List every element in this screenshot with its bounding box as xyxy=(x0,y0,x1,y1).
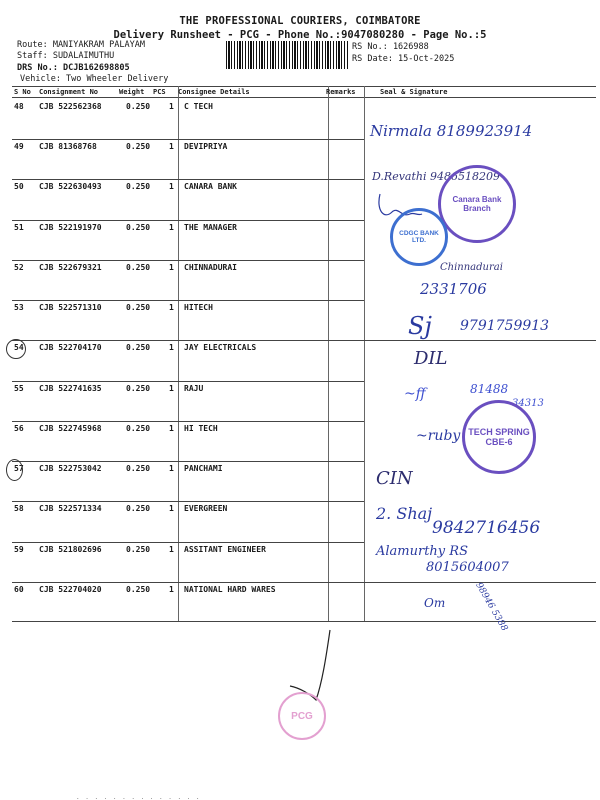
row-weight: 0.250 xyxy=(126,182,151,191)
row-sno: 50 xyxy=(14,182,24,191)
row-pcs: 1 xyxy=(169,182,174,191)
row-weight: 0.250 xyxy=(126,142,151,151)
row-weight: 0.250 xyxy=(126,223,151,232)
row-consignee: THE MANAGER xyxy=(184,223,237,232)
row-sno: 58 xyxy=(14,504,24,513)
handwritten-signature: 9842716456 xyxy=(432,518,541,538)
row-consignee: HITECH xyxy=(184,303,213,312)
table-row xyxy=(12,583,596,623)
runsheet-subtitle: Delivery Runsheet - PCG - Phone No.:9047080280 - Page No.:5 xyxy=(113,29,487,41)
staff-label: Staff: SUDALAIMUTHU xyxy=(17,51,115,61)
row-consignee: CHINNADURAI xyxy=(184,263,237,272)
row-pcs: 1 xyxy=(169,545,174,554)
row-consignment-no: CJB 522571310 xyxy=(39,303,102,312)
handwritten-signature: DIL xyxy=(414,348,448,369)
row-consignee: DEVIPRIYA xyxy=(184,142,228,151)
col-header-consignee: Consignee Details xyxy=(178,88,250,96)
row-pcs: 1 xyxy=(169,102,174,111)
row-pcs: 1 xyxy=(169,223,174,232)
table-row xyxy=(12,261,596,301)
row-sno: 53 xyxy=(14,303,24,312)
runsheet-table xyxy=(12,86,596,622)
row-consignment-no: CJB 522562368 xyxy=(39,102,102,111)
row-pcs: 1 xyxy=(169,263,174,272)
row-weight: 0.250 xyxy=(126,384,151,393)
row-weight: 0.250 xyxy=(126,343,151,352)
handwritten-signature: 81488 xyxy=(470,382,509,396)
row-weight: 0.250 xyxy=(126,585,151,594)
pcg-stamp: PCG xyxy=(278,692,326,740)
hand-circle-mark xyxy=(6,339,26,359)
row-pcs: 1 xyxy=(169,343,174,352)
row-sno: 56 xyxy=(14,424,24,433)
row-consignee: ASSITANT ENGINEER xyxy=(184,545,266,554)
row-consignee: HI TECH xyxy=(184,424,218,433)
handwritten-signature: 8015604007 xyxy=(426,560,509,575)
row-sno: 55 xyxy=(14,384,24,393)
handwritten-signature: CIN xyxy=(376,468,413,489)
row-sno: 57 xyxy=(14,464,24,473)
row-consignment-no: CJB 522630493 xyxy=(39,182,102,191)
col-header-consignment: Consignment No xyxy=(39,88,99,96)
row-pcs: 1 xyxy=(169,585,174,594)
col-header-sno: S No xyxy=(14,88,31,96)
row-sno: 48 xyxy=(14,102,24,111)
handwritten-signature: 9791759913 xyxy=(460,318,550,334)
row-consignee: C TECH xyxy=(184,102,213,111)
courier-title: THE PROFESSIONAL COURIERS, COIMBATORE xyxy=(179,15,421,27)
handwritten-signature: 2331706 xyxy=(420,280,487,298)
hand-circle-mark xyxy=(6,459,23,481)
handwritten-signature: Alamurthy RS xyxy=(376,544,468,559)
row-sno: 59 xyxy=(14,545,24,554)
row-pcs: 1 xyxy=(169,142,174,151)
row-sno: 52 xyxy=(14,263,24,272)
row-sno: 51 xyxy=(14,223,24,232)
route-label: Route: MANIYAKRAM PALAYAM xyxy=(17,40,145,50)
scribble-signature: Om xyxy=(424,596,446,610)
row-weight: 0.250 xyxy=(126,464,151,473)
vehicle-label: Vehicle: Two Wheeler Delivery xyxy=(20,74,169,84)
scribble-signature: ~ff xyxy=(404,386,426,402)
row-pcs: 1 xyxy=(169,384,174,393)
row-weight: 0.250 xyxy=(126,504,151,513)
handwritten-signature: 98946 5388 xyxy=(473,580,510,634)
handwritten-signature: 2. Shaj xyxy=(376,504,433,523)
row-weight: 0.250 xyxy=(126,263,151,272)
col-header-remarks: Remarks xyxy=(326,88,356,96)
handwritten-signature: 34313 xyxy=(512,398,544,409)
row-consignee: NATIONAL HARD WARES xyxy=(184,585,276,594)
scribble-signature: Sj xyxy=(408,312,432,340)
coop-bank-stamp: CDGC BANK LTD. xyxy=(390,208,448,266)
row-consignee: CANARA BANK xyxy=(184,182,237,191)
handwritten-signature: D.Revathi 9486518209 xyxy=(372,170,500,183)
row-consignment-no: CJB 522571334 xyxy=(39,504,102,513)
handwritten-signature: Chinnadurai xyxy=(440,262,503,273)
tech-spring-stamp: TECH SPRING CBE-6 xyxy=(462,400,536,474)
row-pcs: 1 xyxy=(169,504,174,513)
row-consignment-no: CJB 522741635 xyxy=(39,384,102,393)
row-consignee: EVERGREEN xyxy=(184,504,228,513)
row-consignment-no: CJB 522753042 xyxy=(39,464,102,473)
row-weight: 0.250 xyxy=(126,303,151,312)
table-row xyxy=(12,341,596,381)
row-pcs: 1 xyxy=(169,303,174,312)
rs-number: RS No.: 1626988 xyxy=(352,42,429,52)
row-weight: 0.250 xyxy=(126,424,151,433)
table-row xyxy=(12,140,596,180)
row-weight: 0.250 xyxy=(126,102,151,111)
footer-dots: . . . . . . . . . . . . . . xyxy=(76,794,201,800)
rs-date: RS Date: 15-Oct-2025 xyxy=(352,54,455,64)
canara-bank-stamp: Canara Bank Branch xyxy=(438,165,516,243)
row-consignee: JAY ELECTRICALS xyxy=(184,343,257,352)
row-consignment-no: CJB 522704170 xyxy=(39,343,102,352)
row-consignment-no: CJB 522745968 xyxy=(39,424,102,433)
row-weight: 0.250 xyxy=(126,545,151,554)
row-consignment-no: CJB 522704020 xyxy=(39,585,102,594)
row-consignment-no: CJB 522679321 xyxy=(39,263,102,272)
row-consignee: PANCHAMI xyxy=(184,464,223,473)
handwritten-signature: Nirmala 8189923914 xyxy=(370,122,533,140)
row-pcs: 1 xyxy=(169,464,174,473)
drs-number: DRS No.: DCJB162698805 xyxy=(17,63,130,73)
col-header-seal: Seal & Signature xyxy=(380,88,448,96)
row-sno: 54 xyxy=(14,343,24,352)
row-pcs: 1 xyxy=(169,424,174,433)
row-consignee: RAJU xyxy=(184,384,204,393)
barcode xyxy=(226,41,348,69)
row-consignment-no: CJB 81368768 xyxy=(39,142,97,151)
col-header-pcs: PCS xyxy=(153,88,166,96)
row-consignment-no: CJB 521802696 xyxy=(39,545,102,554)
row-sno: 49 xyxy=(14,142,24,151)
row-consignment-no: CJB 522191970 xyxy=(39,223,102,232)
col-header-weight: Weight xyxy=(119,88,145,96)
row-sno: 60 xyxy=(14,585,24,594)
scribble-signature: ~ruby xyxy=(416,428,461,444)
